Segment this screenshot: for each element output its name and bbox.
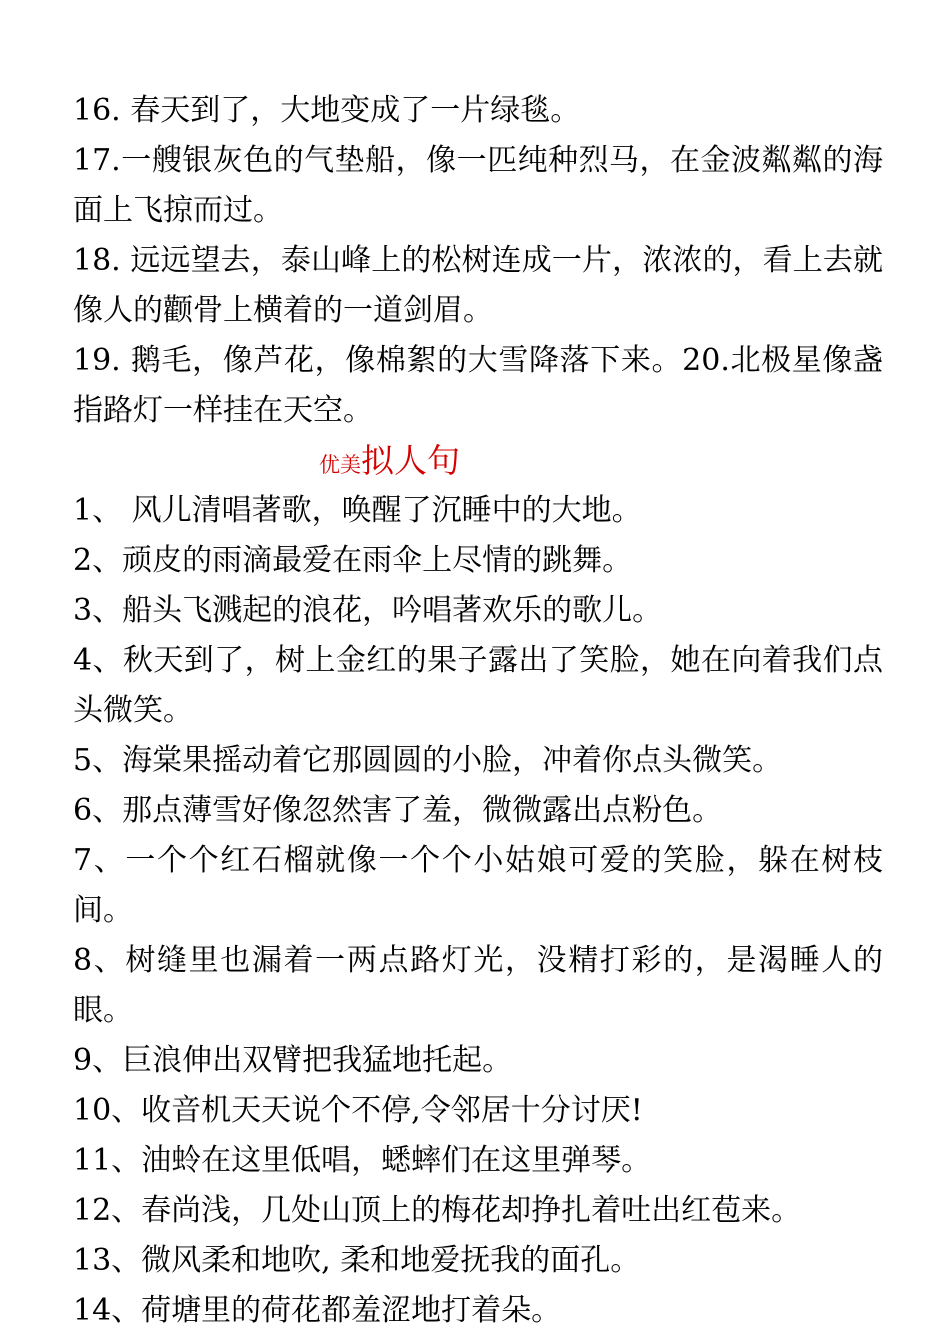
simile-16: 16. 春天到了，大地变成了一片绿毯。 [73, 93, 581, 128]
personification-9: 9、巨浪伸出双臂把我猛地托起。 [73, 1043, 513, 1078]
simile-19-20: 19. 鹅毛，像芦花，像棉絮的大雪降落下来。20.北极星像盏指路灯一样挂在天空。 [73, 343, 883, 428]
personification-14: 14、荷塘里的荷花都羞涩地打着朵。 [73, 1293, 562, 1328]
personification-3: 3、船头飞溅起的浪花，吟唱著欢乐的歌儿。 [73, 593, 663, 628]
personification-8: 8、树缝里也漏着一两点路灯光，没精打彩的，是渴睡人的眼。 [73, 943, 883, 1028]
section-heading-prefix: 优美 [319, 453, 361, 477]
personification-7: 7、一个个红石榴就像一个个小姑娘可爱的笑脸，躲在树枝间。 [73, 843, 883, 928]
personification-6: 6、那点薄雪好像忽然害了羞，微微露出点粉色。 [73, 793, 723, 828]
personification-11: 11、油蛉在这里低唱，蟋蟀们在这里弹琴。 [73, 1143, 652, 1178]
personification-5: 5、海棠果摇动着它那圆圆的小脸，冲着你点头微笑。 [73, 743, 783, 778]
document-body [73, 86, 883, 1336]
personification-13: 13、微风柔和地吹, 柔和地爱抚我的面孔。 [73, 1243, 641, 1278]
personification-4: 4、秋天到了，树上金红的果子露出了笑脸，她在向着我们点头微笑。 [73, 643, 883, 728]
section-heading-title: 拟人句 [361, 441, 460, 480]
simile-18: 18. 远远望去，泰山峰上的松树连成一片，浓浓的，看上去就像人的颧骨上横着的一道剑眉。 [73, 243, 883, 328]
simile-17: 17.一艘银灰色的气垫船，像一匹纯种烈马，在金波粼粼的海面上飞掠而过。 [73, 143, 883, 228]
personification-12: 12、春尚浅，几处山顶上的梅花却挣扎着吐出红苞来。 [73, 1193, 802, 1228]
personification-2: 2、顽皮的雨滴最爱在雨伞上尽情的跳舞。 [73, 543, 633, 578]
section-heading [73, 436, 883, 486]
personification-1: 1、 风儿清唱著歌，唤醒了沉睡中的大地。 [73, 493, 642, 528]
personification-10: 10、收音机天天说个不停,令邻居十分讨厌! [73, 1093, 643, 1128]
